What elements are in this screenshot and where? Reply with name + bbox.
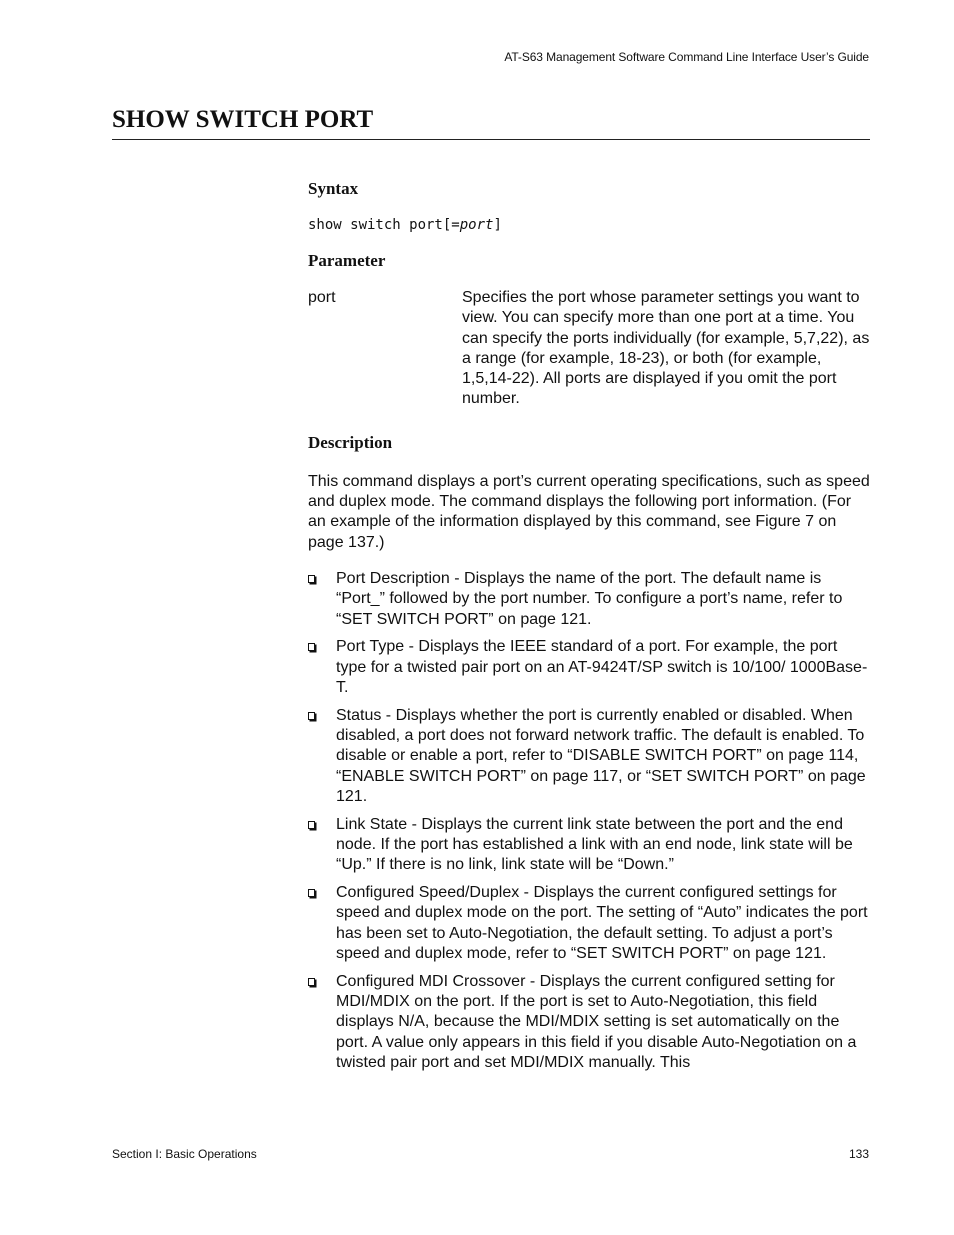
list-item — [308, 637, 870, 698]
footer-page-number: 133 — [848, 1147, 869, 1161]
footer-section: Section I: Basic Operations — [112, 1147, 257, 1161]
list-item-text: Status - Displays whether the port is currently enabled or disabled. When disabled, a port does not forward network traffic. The default is enabled. To disable or enable a port, refer to “DISABLE SWITCH PORT” on page 114, “ENABLE SWITCH PORT” on page 117, or “SET SWITCH PORT” on page 121. — [336, 706, 866, 805]
list-item — [308, 972, 870, 1073]
checkbox-bullet-icon — [308, 978, 315, 986]
parameter-description: Specifies the port whose parameter settings you want to view. You can specify more than one port at a time. You can specify the ports individually (for example, 5,7,22), as a range (for example, 18-23), or both (for example, 1,5,14-22). All ports are displayed if you omit the port number. — [462, 289, 870, 408]
list-item-text: Link State - Displays the current link state between the port and the end node. If the port has established a link with an end node, link state will be “Up.” If there is no link, link state will be “Down.” — [336, 815, 853, 874]
running-header: AT-S63 Management Software Command Line Interface User’s Guide — [504, 50, 869, 64]
syntax-command-prefix: show switch port[= — [308, 217, 460, 233]
description-intro: This command displays a port’s current operating specifications, such as speed and duplex mode. The command displays the following port information. (For an example of the information displayed by this command, see Figure 7 on page 137.) — [308, 472, 870, 551]
list-item-text: Port Type - Displays the IEEE standard of a port. For example, the port type for a twisted pair port on an AT-9424T/SP switch is 10/100/ 1000Base-T. — [336, 638, 868, 696]
list-item-text: Configured MDI Crossover - Displays the current configured setting for MDI/MDIX on the port. If the port is set to Auto-Negotiation, this field displays N/A, because the MDI/MDIX setting is set automatically on the port. A value only appears in this field if you disable Auto-Negotiation on a twisted pair port and set MDI/MDIX manually. This — [336, 972, 857, 1071]
list-item — [308, 706, 870, 807]
list-item — [308, 569, 870, 630]
syntax-command-suffix: ] — [493, 217, 502, 233]
description-heading: Description — [308, 432, 393, 452]
checkbox-bullet-icon — [308, 575, 315, 583]
field-list — [308, 569, 870, 1073]
checkbox-bullet-icon — [308, 643, 315, 651]
list-item-text: Port Description - Displays the name of the port. The default name is “Port_” followed by the port number. To configure a port’s name, refer to “SET SWITCH PORT” on page 121. — [336, 569, 843, 628]
page-content — [308, 178, 870, 1081]
syntax-command-param: port — [459, 217, 494, 233]
list-item-text: Configured Speed/Duplex - Displays the current configured settings for speed and duplex mode on the port. The setting of “Auto” indicates the port has been set to Auto-Negotiation, the default setting. To adjust a port’s speed and duplex mode, refer to “SET SWITCH PORT” on page 121. — [336, 884, 868, 963]
checkbox-bullet-icon — [308, 889, 315, 897]
list-item — [308, 883, 870, 964]
checkbox-bullet-icon — [308, 821, 315, 829]
parameter-row — [308, 288, 870, 410]
page-title: SHOW SWITCH PORT — [112, 106, 374, 133]
syntax-command — [308, 215, 870, 235]
checkbox-bullet-icon — [308, 712, 315, 720]
parameter-name: port — [308, 289, 336, 306]
syntax-heading: Syntax — [308, 179, 359, 198]
parameter-heading: Parameter — [308, 251, 386, 270]
title-divider — [112, 139, 870, 140]
list-item — [308, 815, 870, 876]
